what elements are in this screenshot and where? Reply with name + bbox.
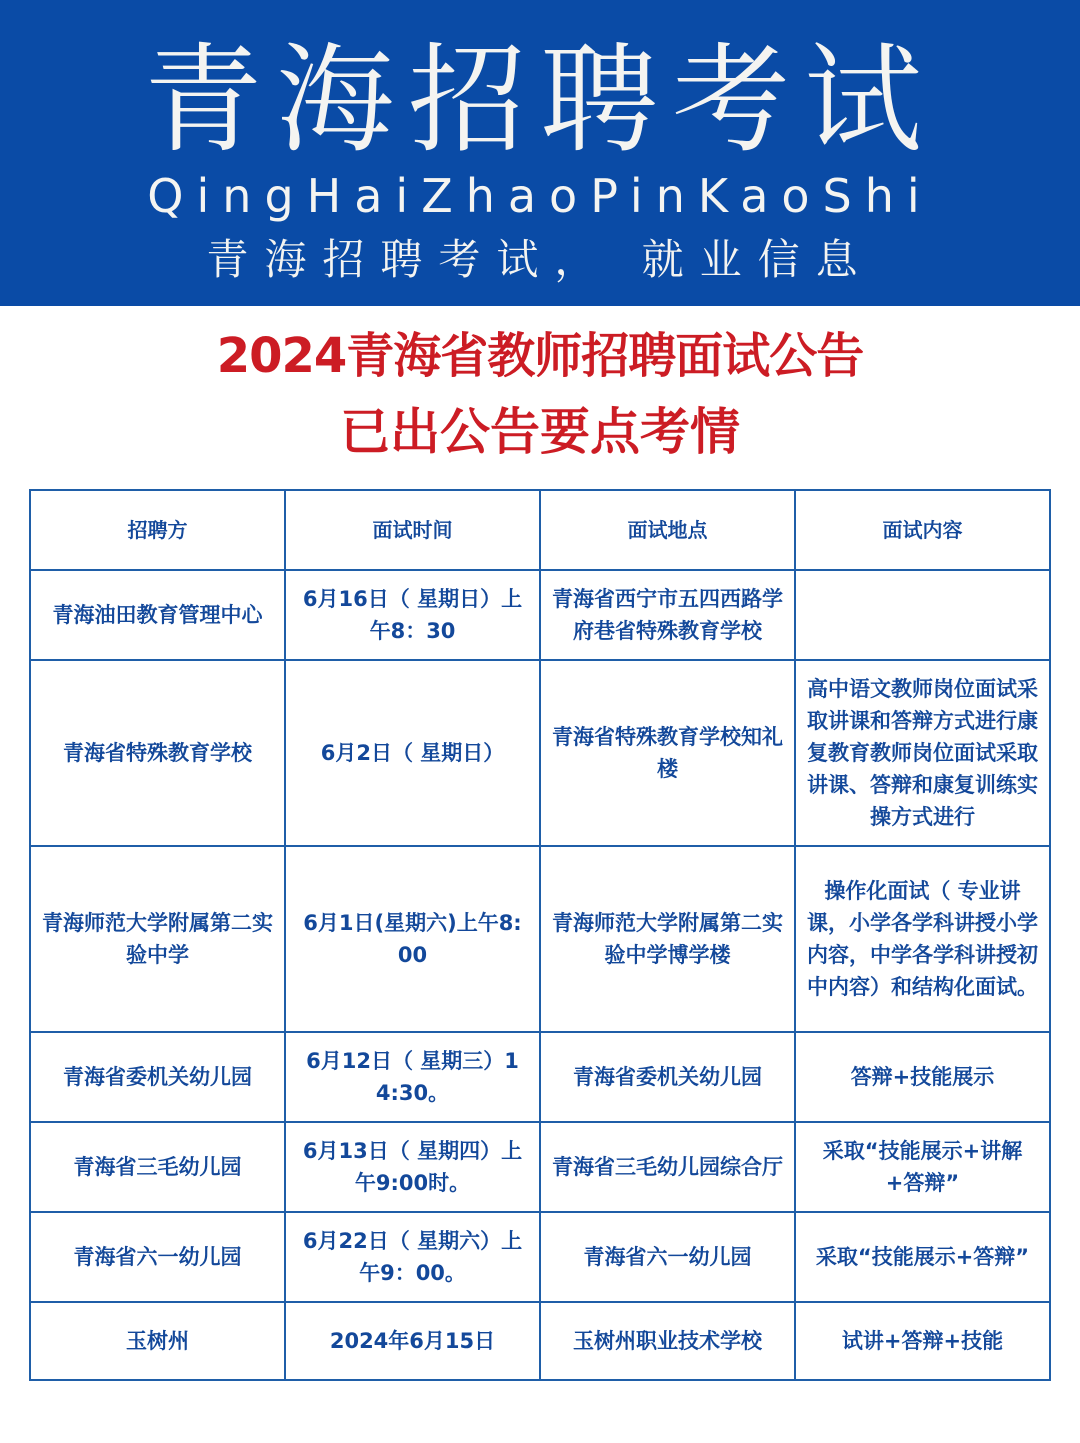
- cell-time: 6月2日（ 星期日）: [285, 660, 540, 846]
- cell-time: 6月12日（ 星期三）14:30。: [285, 1032, 540, 1122]
- cell-content: 答辩+技能展示: [795, 1032, 1050, 1122]
- cell-recruiter: 玉树州: [30, 1302, 285, 1380]
- cell-recruiter: 青海省六一幼儿园: [30, 1212, 285, 1302]
- cell-content: 试讲+答辩+技能: [795, 1302, 1050, 1380]
- header-interview-content: 面试内容: [795, 490, 1050, 570]
- cell-content: 高中语文教师岗位面试采取讲课和答辩方式进行康复教育教师岗位面试采取讲课、答辩和康复训练实操方式进行: [795, 660, 1050, 846]
- banner-pinyin: QingHaiZhaoPinKaoShi: [147, 169, 933, 223]
- cell-recruiter: 青海油田教育管理中心: [30, 570, 285, 660]
- header-interview-location: 面试地点: [540, 490, 795, 570]
- cell-time: 2024年6月15日: [285, 1302, 540, 1380]
- cell-content: [795, 570, 1050, 660]
- headline-title: 2024青海省教师招聘面试公告: [216, 328, 864, 384]
- table-row: [30, 1032, 1050, 1122]
- cell-location: 青海省三毛幼儿园综合厅: [540, 1122, 795, 1212]
- headline-subtitle: 已出公告要点考情: [340, 403, 740, 461]
- cell-content: 操作化面试（ 专业讲课，小学各学科讲授小学内容，中学各学科讲授初中内容）和结构化面试。: [795, 846, 1050, 1032]
- cell-recruiter: 青海省委机关幼儿园: [30, 1032, 285, 1122]
- banner-subtitle: 青海招聘考试， 就业信息: [206, 235, 874, 284]
- header-interview-time: 面试时间: [285, 490, 540, 570]
- cell-recruiter: 青海省特殊教育学校: [30, 660, 285, 846]
- cell-time: 6月22日（ 星期六）上午9：00。: [285, 1212, 540, 1302]
- cell-location: 玉树州职业技术学校: [540, 1302, 795, 1380]
- table-row: [30, 570, 1050, 660]
- cell-content: 采取“技能展示+答辩”: [795, 1212, 1050, 1302]
- cell-time: 6月16日（ 星期日）上午8：30: [285, 570, 540, 660]
- table-row: [30, 1122, 1050, 1212]
- table-row: [30, 1302, 1050, 1380]
- cell-location: 青海省特殊教育学校知礼楼: [540, 660, 795, 846]
- interview-schedule-table: [29, 489, 1051, 1381]
- cell-location: 青海师范大学附属第二实验中学博学楼: [540, 846, 795, 1032]
- cell-time: 6月1日(星期六)上午8:00: [285, 846, 540, 1032]
- cell-location: 青海省西宁市五四西路学府巷省特殊教育学校: [540, 570, 795, 660]
- table-row: [30, 1212, 1050, 1302]
- cell-location: 青海省六一幼儿园: [540, 1212, 795, 1302]
- header-banner: [0, 0, 1080, 306]
- table-row: [30, 660, 1050, 846]
- banner-title: 青海招聘考试: [143, 31, 936, 169]
- cell-time: 6月13日（ 星期四）上午9:00时。: [285, 1122, 540, 1212]
- cell-content: 采取“技能展示+讲解+答辩”: [795, 1122, 1050, 1212]
- table-row: [30, 846, 1050, 1032]
- cell-location: 青海省委机关幼儿园: [540, 1032, 795, 1122]
- cell-recruiter: 青海师范大学附属第二实验中学: [30, 846, 285, 1032]
- header-recruiter: 招聘方: [30, 490, 285, 570]
- table-header-row: [30, 490, 1050, 570]
- cell-recruiter: 青海省三毛幼儿园: [30, 1122, 285, 1212]
